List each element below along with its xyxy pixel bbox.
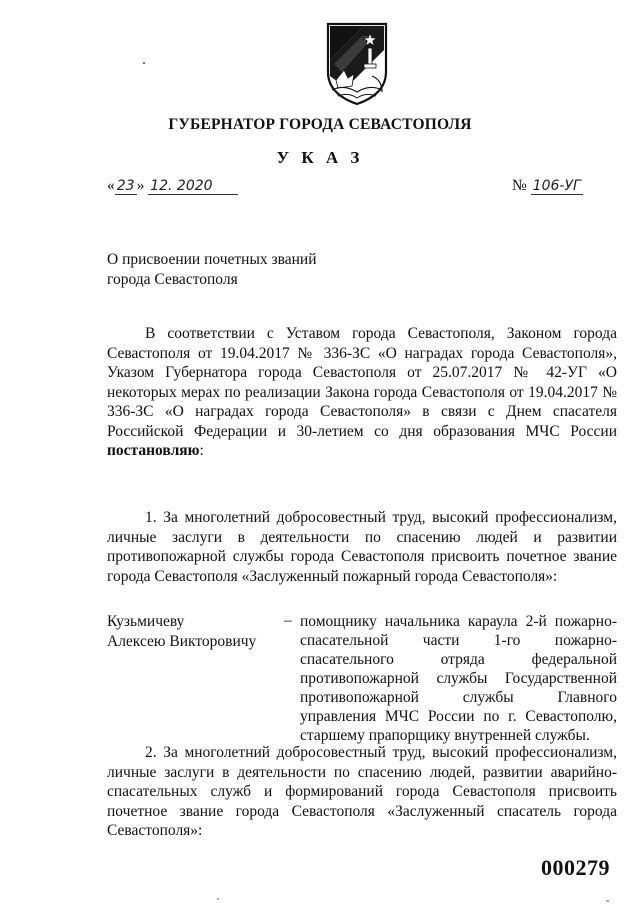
scan-speck	[217, 898, 219, 900]
item-1-paragraph	[107, 508, 617, 586]
date-quote-close: »	[136, 177, 145, 194]
item-1-text: 1. За многолетний добросовестный труд, высокий профессионализм, личные заслуги в деятельности по спасению людей и развитии противопожарной службы города Севастополя присвоить почетное звание города Севастополя «Заслуженный пожарный города Севастополя»:	[107, 509, 617, 585]
number-sign: №	[512, 177, 527, 194]
item-2-text: 2. За многолетний добросовестный труд, высокий профессионализм, личные заслуги в деятельности по спасению людей, развитии аварийно-спасательных служб и формирований города Севастополя присвоить почетное звание города Севастополя «Заслуженный спасатель города Севастополя»:	[107, 744, 617, 839]
decree-colon: :	[199, 442, 204, 459]
document-type: У К А З	[276, 148, 364, 167]
date-quote-open: «	[107, 177, 115, 194]
awardee-dash: –	[284, 612, 292, 629]
date-month-year: 12. 2020	[148, 178, 238, 195]
scan-speck	[143, 62, 145, 64]
scan-speck	[606, 900, 609, 902]
document-number	[512, 177, 583, 195]
preamble-paragraph	[107, 324, 617, 461]
sevastopol-coat-of-arms-icon	[324, 20, 390, 106]
number-value: 106-УГ	[532, 178, 581, 194]
preamble-text: В соответствии с Уставом города Севастополя, Законом города Севастополя от 19.04.2017 № 336-ЗС «О наградах города Севастополя», Указом Губернатора города Севастополя от 25.07.2017 № 42-УГ «О некоторых мерах по реализации Закона города Севастополя от 19.04.2017 № 336-ЗС «О наградах города Севастополя» в связи с Днем спасателя Российской Федерации и 30-летием со дня образования МЧС России	[107, 325, 617, 440]
document-date	[107, 177, 238, 195]
date-day: 23	[116, 178, 135, 194]
item-2-paragraph	[107, 743, 617, 841]
awardee-position: помощнику начальника караула 2-й пожарно-спасательной части 1-го пожарно-спасательного отряда федеральной противопожарной службы Государственной противопожарной службы Главного управления МЧС России по г. Севастополю, старшему прапорщику внутренней службы.	[300, 613, 617, 744]
decree-word: постановляю	[107, 442, 200, 459]
document-subject	[107, 250, 407, 290]
form-serial-number: 000279	[541, 855, 610, 880]
awardee-name	[107, 612, 277, 652]
subject-line-1: О присвоении почетных званий	[107, 251, 317, 268]
awardee-surname: Кузьмичеву	[107, 613, 185, 630]
issuer-title: ГУБЕРНАТОР ГОРОДА СЕВАСТОПОЛЯ	[168, 116, 472, 133]
awardee-given-name: Алексею Викторовичу	[107, 633, 257, 650]
subject-line-2: города Севастополя	[107, 271, 238, 288]
